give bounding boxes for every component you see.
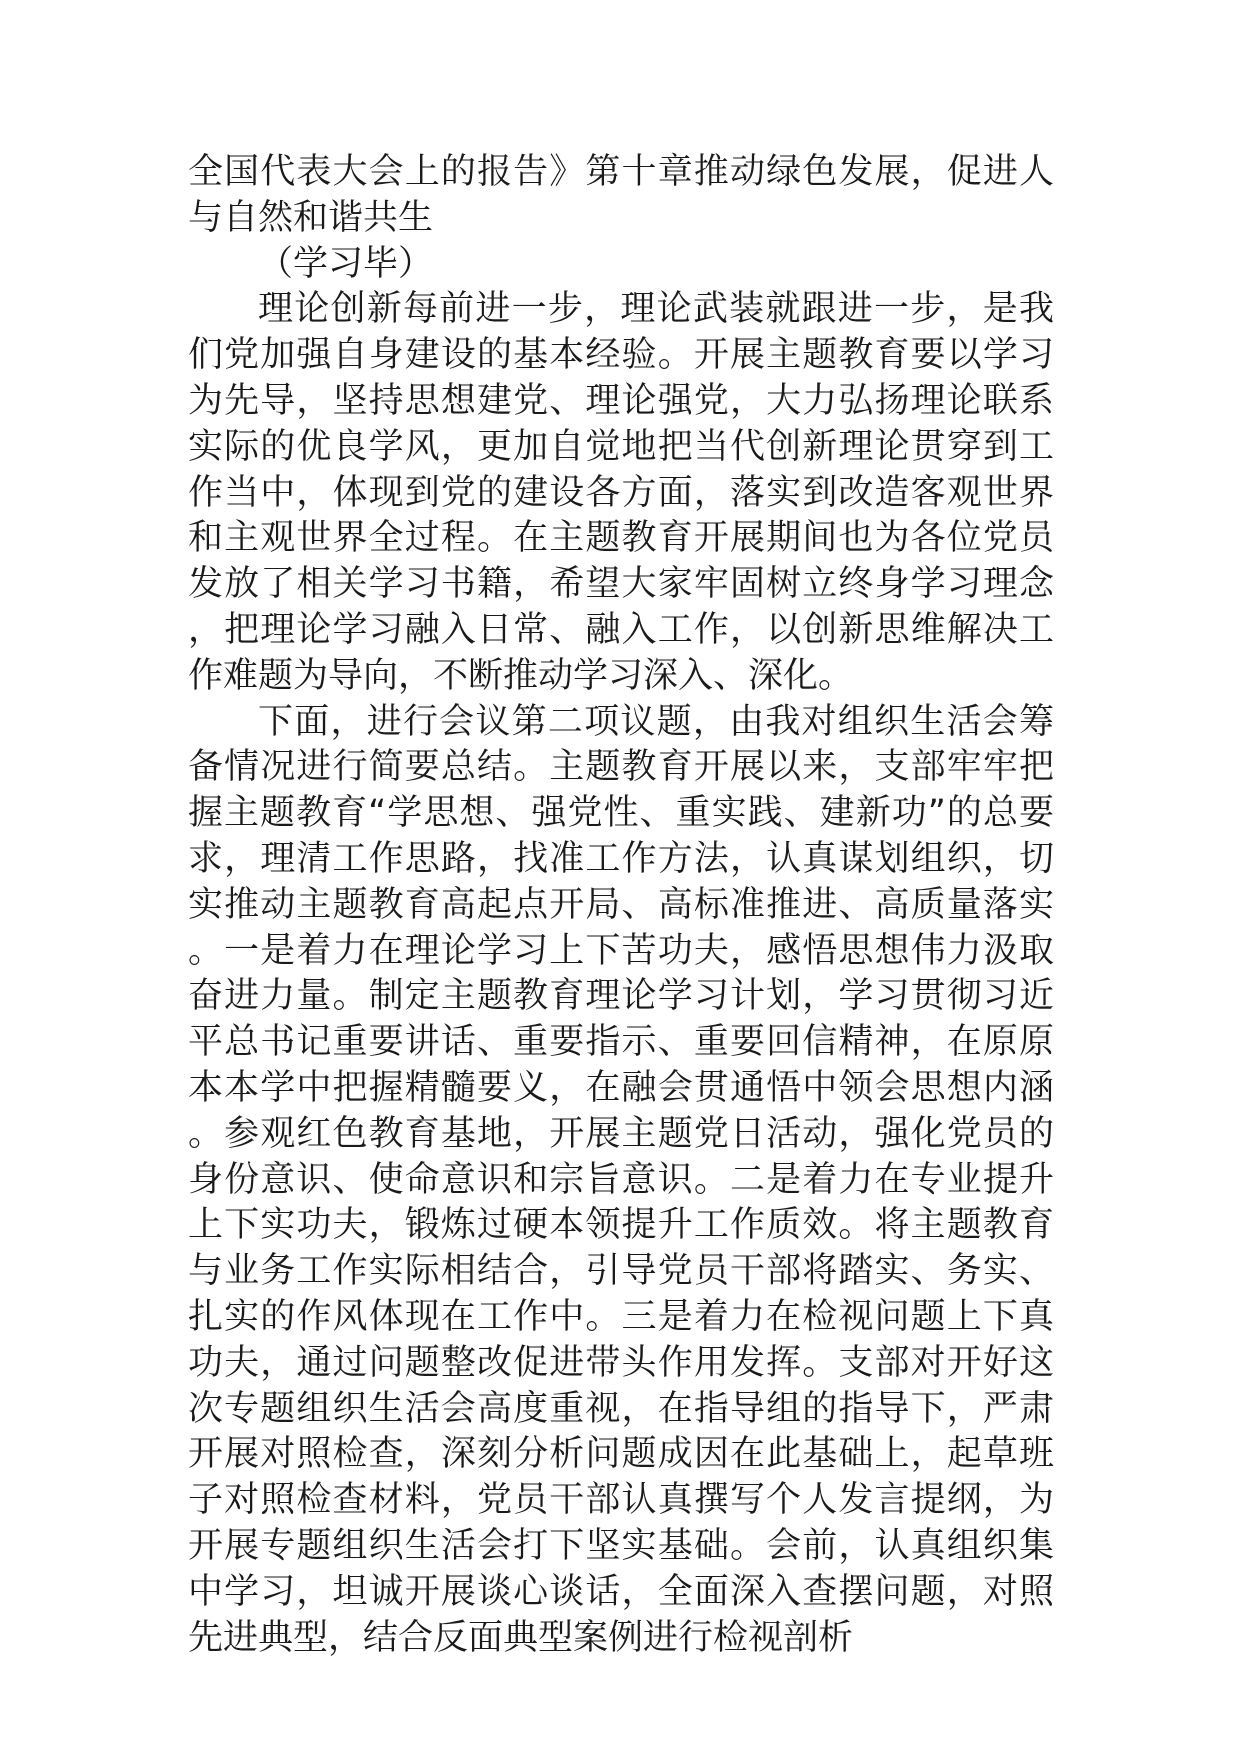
paragraph-theory-study: 理论创新每前进一步，理论武装就跟进一步，是我们党加强自身建设的基本经验。开展主题教育要以学习为先导，坚持思想建党、理论强党，大力弘扬理论联系实际的优良学风，更加自觉地把当代创新理论贯穿到工作当中，体现到党的建设各方面，落实到改造客观世界和主观世界全过程。在主题教育开展期间也为各位党员发放了相关学习书籍，希望大家牢固树立终身学习理念，把理论学习融入日常、融入工作，以创新思维解决工作难题为导向，不断推动学习深入、深化。 [188,289,1054,696]
paragraph-second-agenda: 下面，进行会议第二项议题，由我对组织生活会筹备情况进行简要总结。主题教育开展以来，支部牢牢把握主题教育“学思想、强党性、重实践、建新功”的总要求，理清工作思路，找准工作方法，认真谋划组织，切实推动主题教育高起点开局、高标准推进、高质量落实。一是着力在理论学习上下苦功夫，感悟思想伟力汲取奋进力量。制定主题教育理论学习计划，学习贯彻习近平总书记重要讲话、重要指示、重要回信精神，在原原本本学中把握精髓要义，在融会贯通悟中领会思想内涵。参观红色教育基地，开展主题党日活动，强化党员的身份意识、使命意识和宗旨意识。二是着力在专业提升上下实功夫，锻炼过硬本领提升工作质效。将主题教育与业务工作实际相结合，引导党员干部将踏实、务实、扎实的作风体现在工作中。三是着力在检视问题上下真功夫，通过问题整改促进带头作用发挥。支部对开好这次专题组织生活会高度重视，在指导组的指导下，严肃开展对照检查，深刻分析问题成因在此基础上，起草班子对照检查材料，党员干部认真撰写个人发言提纲，为开展专题组织生活会打下坚实基础。会前，认真组织集中学习，坦诚开展谈心谈话，全面深入查摆问题，对照先进典型，结合反面典型案例进行检视剖析 [188,701,1054,1658]
document-body [188,150,1054,1661]
paragraph-study-end: （学习毕） [258,243,434,284]
paragraph-title-continuation: 全国代表大会上的报告》第十章推动绿色发展，促进人与自然和谐共生 [188,152,1054,238]
